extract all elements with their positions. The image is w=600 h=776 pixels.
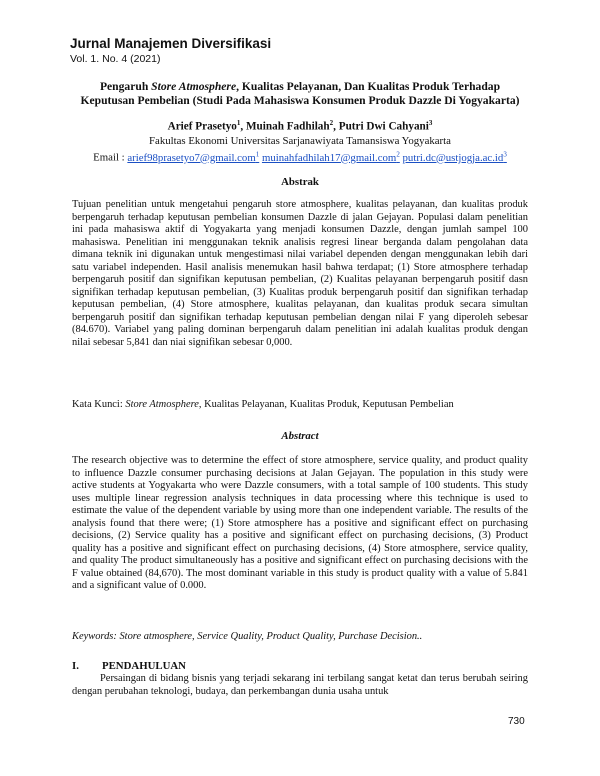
- email-link[interactable]: $putri.dc@ustjogja.ac.id^3$: [402, 150, 507, 164]
- author-name: Arief Prasetyo: [167, 120, 237, 133]
- abstrak-line: berganda dalam pengolahan data dimana teknik ini digunakan untuk mengestimasi nilai variabel: [72, 236, 529, 261]
- abstrak-line: pembelian, (4) Store atmosphere, kualitas pelayanan, dan kualitas produk secara simultan: [120, 299, 528, 311]
- abstrak-line: produk berpengaruh terhadap keputusan pembelian konsumen Dazzle di jalan Gejayan. Populasi: [72, 199, 528, 223]
- abstract-heading: Abstract: [281, 430, 319, 442]
- abstract-line: positive and significant effect on purchasing decisions, (4) Store atmosphere, service quality, and: [72, 542, 528, 567]
- author-sup: 1: [236, 119, 241, 127]
- section-title: PENDAHULUAN: [102, 660, 186, 672]
- intro-line: berubah seiring dengan perubahan teknologi, budaya, dan perkembangan dunia usaha untuk: [72, 673, 528, 697]
- kata-kunci-label: Kata Kunci:: [72, 399, 126, 410]
- affiliation: Fakultas Ekonomi Universitas Sarjanawiyata Tamansiswa Yogyakarta: [149, 135, 451, 147]
- abstract-line: using more than one independent variable. The results of the analysis found that there were; (1): [72, 505, 528, 529]
- author-name: Muinah Fadhilah: [246, 120, 330, 133]
- email-link[interactable]: arief98prasetyo7@gmail.com$^1$: [127, 150, 260, 164]
- abstrak-heading: Abstrak: [281, 176, 319, 188]
- abstract-line: total sample of 100 students. This study uses multiple linear regression analysis techniques in: [72, 480, 528, 504]
- intro-body: [72, 673, 528, 698]
- keywords: Keywords: Store atmosphere, Service Quality, Product Quality, Purchase Decision..: [72, 631, 423, 642]
- abstrak-line: dengan jumlah sampel 100 mahasiswa. Penelitian ini menggunakan teknik analisis regresi linear: [72, 224, 528, 248]
- email-label: Email :: [93, 151, 128, 164]
- abstract-line: with a value of 5.841 and a significant value of 0.000.: [72, 567, 528, 592]
- section-number: I.: [72, 660, 79, 672]
- abstract-line: quality has a positive and significant effect on purchasing decisions, (3) Product quality has a: [72, 530, 528, 554]
- email-link[interactable]: muinahfadhilah17@gmail.com$^2$: [261, 150, 400, 164]
- abstrak-line: hasil bahwa terdapat; (1) Store atmosphere terhadap berpengaruh positif dan signifikan: [72, 261, 528, 286]
- abstract-line: Store atmosphere has a positive and significant effect on purchasing decisions, (2) Service: [72, 517, 528, 542]
- journal-title: Jurnal Manajemen Diversifikasi: [70, 36, 272, 51]
- author-sup: 3: [428, 119, 433, 127]
- abstrak-line: berpengaruh positif dan signifikan terhadap keputusan pembelian dengan nilai F yang diperoleh: [72, 311, 498, 323]
- abstrak-line: Tujuan penelitian untuk mengetahui pengaruh store atmosphere, kualitas pelayanan, dan kualitas: [72, 199, 499, 210]
- kata-kunci: [72, 399, 528, 410]
- title-italic: Store Atmosphere: [151, 80, 237, 93]
- abstrak-line: dependen dengan menggunakan lebih dari satu variabel independen. Hasil analisis menemukan: [72, 249, 529, 273]
- title-part-1: Pengaruh: [99, 80, 152, 93]
- abstract-line: The research objective was to determine the effect of store atmosphere, service quality, and: [72, 455, 464, 466]
- abstract-line: with the F value obtained (84,670). The most dominant variable in this study is product quality: [72, 555, 528, 579]
- kata-kunci-italic: Store Atmosphere: [125, 399, 199, 410]
- abstract-body: [72, 455, 528, 593]
- abstrak-line: sebesar (84.670). Variabel yang paling dominan berpengaruh dalam penelitian ini adalah kualitas: [72, 311, 528, 336]
- paper-title: [60, 80, 540, 108]
- abstrak-line: keputusan pembelian, (3) Kualitas produk berpengaruh positif dan signifikan terhadap keputusan: [72, 286, 528, 311]
- intro-line: Persaingan di bidang bisnis yang terjadi sekarang ini terbilang sangat ketat dan terus: [100, 673, 463, 684]
- section-heading: [72, 660, 186, 672]
- journal-volume: Vol. 1. No. 4 (2021): [70, 53, 161, 65]
- kata-kunci-rest: , Kualitas Pelayanan, Kualitas Produk, Keputusan Pembelian: [198, 399, 454, 410]
- title-line-2: Keputusan Pembelian (Studi Pada Mahasiswa Konsumen Produk Dazzle Di Yogyakarta): [80, 94, 520, 107]
- abstrak-line: keputusan pembelian, (2) Kualitas pelayanan berpengaruh positif dasn signifikan terhadap: [72, 274, 528, 298]
- title-part-2: , Kualitas Pelayanan, Dan Kualitas Produk Terhadap: [236, 80, 501, 93]
- author-sup: 2: [329, 119, 334, 127]
- abstract-line: product quality to influence Dazzle consumer purchasing decisions at Jalan Gejayan. The: [72, 455, 528, 479]
- abstract-line: data processing where this technique is used to estimate the value of the dependent variable by: [72, 492, 528, 517]
- abstract-line: quality The product simultaneously has a positive and significant effect on purchasing decisions: [89, 555, 495, 567]
- abstract-line: population in this study were active students at Yogyakarta who were Dazzle consumers, with a: [72, 467, 528, 492]
- abstrak-line: dalam penelitian ini pada mahasiswa aktif di Yogyakarta yang menjadi konsumen Dazzle,: [72, 211, 528, 236]
- abstrak-body: [72, 199, 528, 350]
- author-list: Arief Prasetyo$^1$, Muinah Fadhilah$^2$, Putri Dwi Cahyani$^3$: [167, 119, 433, 133]
- page-number: 730: [508, 716, 525, 727]
- email-line: [40, 150, 560, 164]
- abstrak-line: produk dengan nilai sebesar 5,841 dan niai signifikan sebesar 0,000.: [72, 324, 528, 349]
- author-name: Putri Dwi Cahyani: [338, 120, 429, 133]
